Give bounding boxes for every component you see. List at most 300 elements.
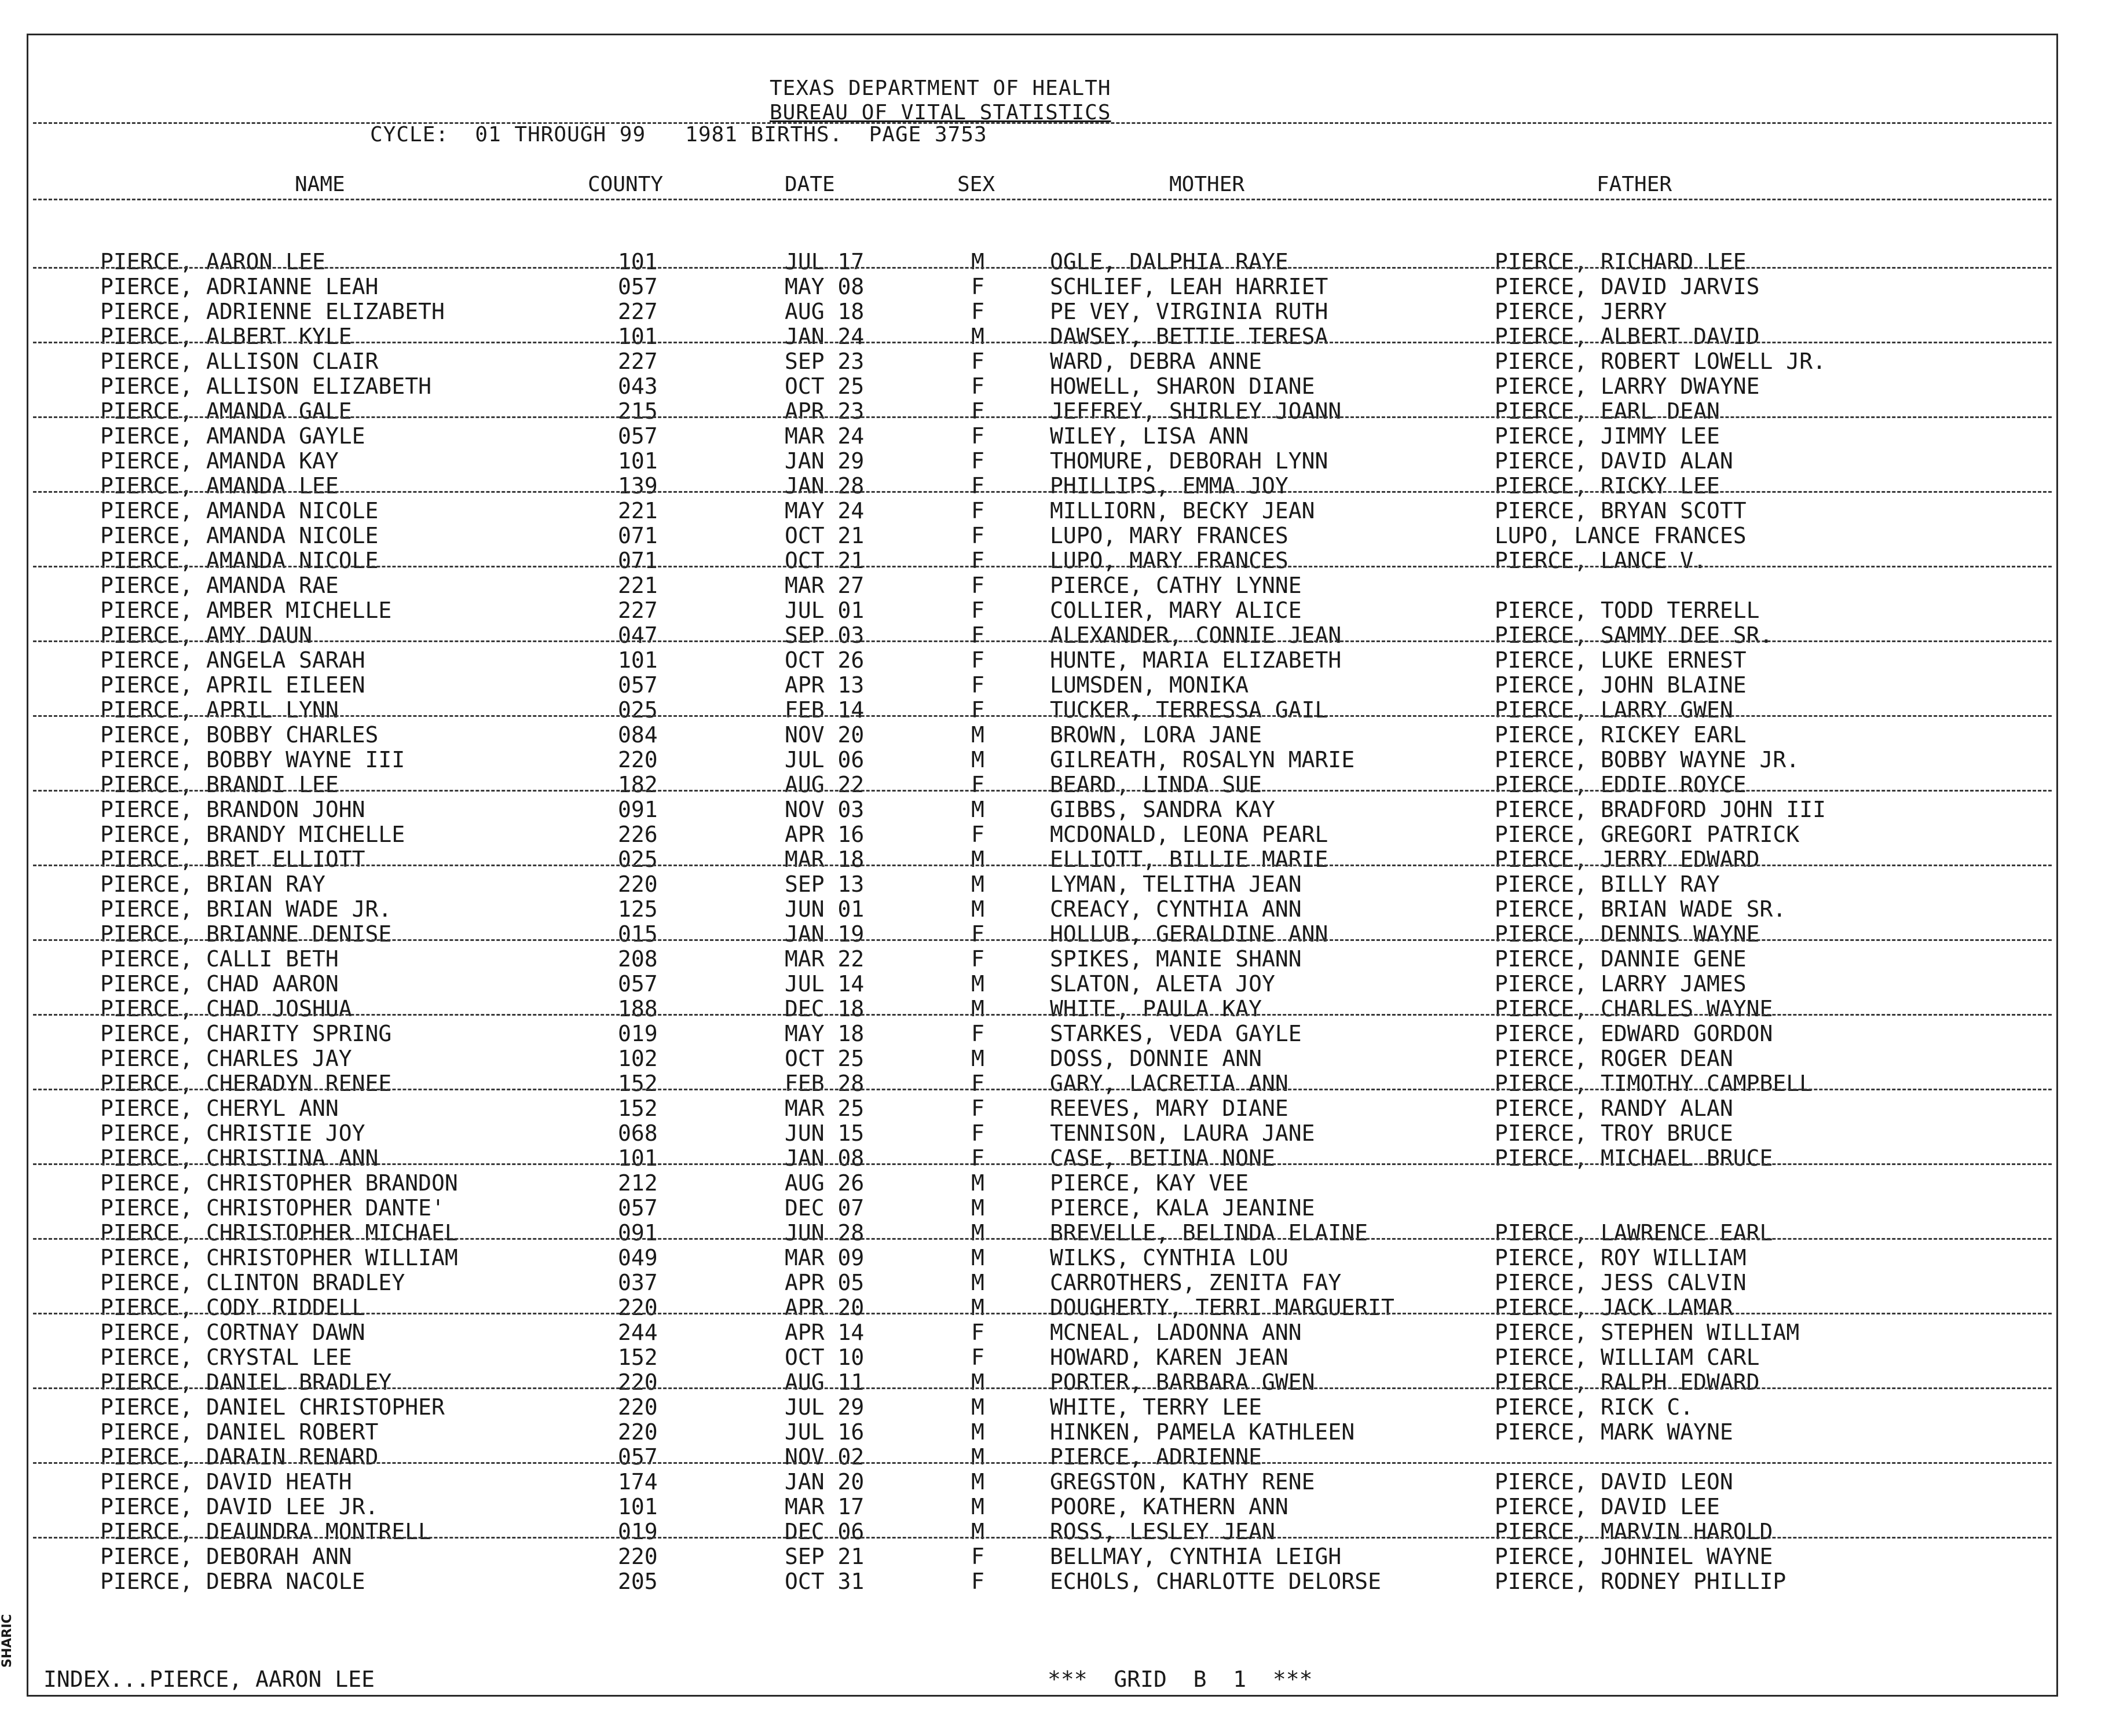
record-sex: F bbox=[971, 672, 984, 698]
table-row bbox=[28, 698, 2056, 723]
record-sex: F bbox=[971, 299, 984, 324]
table-row bbox=[28, 1171, 2056, 1196]
record-date: APR 20 bbox=[785, 1295, 865, 1320]
table-row bbox=[28, 1121, 2056, 1146]
record-sex: M bbox=[971, 1046, 984, 1071]
table-row bbox=[28, 1096, 2056, 1121]
record-father: PIERCE, BOBBY WAYNE JR. bbox=[1495, 747, 1800, 772]
record-name: PIERCE, CODY RIDDELL bbox=[100, 1295, 365, 1320]
record-county: 019 bbox=[618, 1519, 658, 1544]
record-county: 101 bbox=[618, 448, 658, 474]
record-father: PIERCE, LARRY DWAYNE bbox=[1495, 373, 1760, 399]
record-father: PIERCE, JERRY EDWARD bbox=[1495, 847, 1760, 872]
record-name: PIERCE, ANGELA SARAH bbox=[100, 647, 365, 673]
record-father: PIERCE, JIMMY LEE bbox=[1495, 423, 1720, 449]
record-father: PIERCE, RICK C. bbox=[1495, 1394, 1694, 1420]
record-sex: F bbox=[971, 473, 984, 499]
record-sex: F bbox=[971, 1544, 984, 1569]
footer-index: INDEX...PIERCE, AARON LEE bbox=[43, 1667, 375, 1692]
record-mother: CREACY, CYNTHIA ANN bbox=[1050, 896, 1302, 922]
table-row bbox=[28, 972, 2056, 997]
record-name: PIERCE, CHERYL ANN bbox=[100, 1096, 339, 1121]
record-date: JAN 20 bbox=[785, 1469, 865, 1495]
record-date: JAN 24 bbox=[785, 324, 865, 349]
record-mother: HOWARD, KAREN JEAN bbox=[1050, 1345, 1288, 1370]
record-date: JUN 15 bbox=[785, 1120, 865, 1146]
record-father: PIERCE, RALPH EDWARD bbox=[1495, 1369, 1760, 1395]
record-sex: F bbox=[971, 1145, 984, 1171]
record-father: PIERCE, CHARLES WAYNE bbox=[1495, 996, 1773, 1021]
record-county: 057 bbox=[618, 672, 658, 698]
row-group-rule bbox=[33, 1014, 2052, 1016]
record-county: 015 bbox=[618, 921, 658, 947]
record-name: PIERCE, DARAIN RENARD bbox=[100, 1444, 379, 1470]
record-name: PIERCE, BRIAN RAY bbox=[100, 871, 325, 897]
record-father: PIERCE, JOHN BLAINE bbox=[1495, 672, 1747, 698]
record-name: PIERCE, DEAUNDRA MONTRELL bbox=[100, 1519, 431, 1544]
row-group-rule bbox=[33, 1238, 2052, 1240]
row-group-rule bbox=[33, 342, 2052, 343]
record-sex: F bbox=[971, 772, 984, 797]
record-mother: TUCKER, TERRESSA GAIL bbox=[1050, 697, 1328, 723]
record-date: MAR 17 bbox=[785, 1494, 865, 1519]
record-father: PIERCE, EDWARD GORDON bbox=[1495, 1021, 1773, 1046]
record-father: PIERCE, DAVID LEON bbox=[1495, 1469, 1733, 1495]
footer-grid-label: *** GRID B 1 *** bbox=[1048, 1667, 1313, 1692]
record-name: PIERCE, ALBERT KYLE bbox=[100, 324, 352, 349]
record-county: 025 bbox=[618, 697, 658, 723]
record-father: LUPO, LANCE FRANCES bbox=[1495, 523, 1747, 548]
table-row bbox=[28, 723, 2056, 748]
record-sex: M bbox=[971, 1270, 984, 1295]
record-mother: SPIKES, MANIE SHANN bbox=[1050, 946, 1302, 972]
record-county: 057 bbox=[618, 1195, 658, 1221]
record-sex: F bbox=[971, 822, 984, 847]
row-group-rule bbox=[33, 416, 2052, 418]
column-header-father: FATHER bbox=[1597, 173, 1672, 196]
record-county: 049 bbox=[618, 1245, 658, 1270]
record-mother: GIBBS, SANDRA KAY bbox=[1050, 797, 1275, 822]
record-name: PIERCE, DAVID HEATH bbox=[100, 1469, 352, 1495]
row-group-rule bbox=[33, 715, 2052, 717]
table-row bbox=[28, 1295, 2056, 1320]
record-date: APR 23 bbox=[785, 398, 865, 424]
record-date: OCT 10 bbox=[785, 1345, 865, 1370]
record-name: PIERCE, ALLISON ELIZABETH bbox=[100, 373, 431, 399]
record-mother: MCNEAL, LADONNA ANN bbox=[1050, 1320, 1302, 1345]
table-row bbox=[28, 1246, 2056, 1270]
record-father: PIERCE, BRADFORD JOHN III bbox=[1495, 797, 1826, 822]
record-county: 047 bbox=[618, 622, 658, 648]
record-father: PIERCE, DENNIS WAYNE bbox=[1495, 921, 1760, 947]
table-row bbox=[28, 449, 2056, 474]
record-mother: SLATON, ALETA JOY bbox=[1050, 971, 1275, 997]
record-date: APR 05 bbox=[785, 1270, 865, 1295]
row-group-rule bbox=[33, 1163, 2052, 1165]
record-name: PIERCE, BRIANNE DENISE bbox=[100, 921, 392, 947]
record-name: PIERCE, AMANDA NICOLE bbox=[100, 498, 379, 523]
record-county: 071 bbox=[618, 548, 658, 573]
record-sex: F bbox=[971, 1569, 984, 1594]
record-name: PIERCE, DANIEL BRADLEY bbox=[100, 1369, 392, 1395]
record-date: OCT 26 bbox=[785, 647, 865, 673]
record-county: 125 bbox=[618, 896, 658, 922]
record-name: PIERCE, ADRIENNE ELIZABETH bbox=[100, 299, 445, 324]
table-row bbox=[28, 897, 2056, 922]
record-sex: M bbox=[971, 1394, 984, 1420]
record-mother: LYMAN, TELITHA JEAN bbox=[1050, 871, 1302, 897]
record-date: DEC 18 bbox=[785, 996, 865, 1021]
table-row bbox=[28, 1221, 2056, 1246]
record-name: PIERCE, AMBER MICHELLE bbox=[100, 598, 392, 623]
table-row bbox=[28, 1021, 2056, 1046]
record-date: MAY 24 bbox=[785, 498, 865, 523]
record-father: PIERCE, RODNEY PHILLIP bbox=[1495, 1569, 1786, 1594]
record-mother: WARD, DEBRA ANNE bbox=[1050, 349, 1262, 374]
record-sex: F bbox=[971, 647, 984, 673]
record-name: PIERCE, CHRISTIE JOY bbox=[100, 1120, 365, 1146]
record-mother: DAWSEY, BETTIE TERESA bbox=[1050, 324, 1328, 349]
record-father: PIERCE, LAWRENCE EARL bbox=[1495, 1220, 1773, 1246]
row-group-rule bbox=[33, 491, 2052, 493]
record-father: PIERCE, RICKY LEE bbox=[1495, 473, 1720, 499]
record-date: AUG 22 bbox=[785, 772, 865, 797]
record-father: PIERCE, DANNIE GENE bbox=[1495, 946, 1747, 972]
table-row bbox=[28, 1320, 2056, 1345]
record-name: PIERCE, CHRISTINA ANN bbox=[100, 1145, 379, 1171]
record-sex: F bbox=[971, 548, 984, 573]
record-name: PIERCE, CORTNAY DAWN bbox=[100, 1320, 365, 1345]
record-sex: M bbox=[971, 1469, 984, 1495]
record-mother: PIERCE, KAY VEE bbox=[1050, 1170, 1249, 1196]
record-mother: WILEY, LISA ANN bbox=[1050, 423, 1249, 449]
record-name: PIERCE, AARON LEE bbox=[100, 249, 325, 274]
record-date: OCT 25 bbox=[785, 373, 865, 399]
table-row bbox=[28, 1420, 2056, 1445]
record-county: 227 bbox=[618, 598, 658, 623]
side-stamp: SHARIC bbox=[0, 1614, 14, 1668]
record-date: JAN 28 bbox=[785, 473, 865, 499]
record-father: PIERCE, ALBERT DAVID bbox=[1495, 324, 1760, 349]
record-county: 152 bbox=[618, 1096, 658, 1121]
record-date: DEC 07 bbox=[785, 1195, 865, 1221]
record-name: PIERCE, CHARITY SPRING bbox=[100, 1021, 392, 1046]
record-father: PIERCE, DAVID ALAN bbox=[1495, 448, 1733, 474]
record-mother: HOLLUB, GERALDINE ANN bbox=[1050, 921, 1328, 947]
record-mother: HOWELL, SHARON DIANE bbox=[1050, 373, 1315, 399]
record-father: PIERCE, ROGER DEAN bbox=[1495, 1046, 1733, 1071]
record-date: MAY 08 bbox=[785, 274, 865, 299]
table-row bbox=[28, 474, 2056, 499]
record-mother: PHILLIPS, EMMA JOY bbox=[1050, 473, 1288, 499]
record-county: 208 bbox=[618, 946, 658, 972]
record-date: SEP 03 bbox=[785, 622, 865, 648]
table-row bbox=[28, 324, 2056, 349]
record-name: PIERCE, BRANDON JOHN bbox=[100, 797, 365, 822]
record-county: 101 bbox=[618, 647, 658, 673]
record-father: PIERCE, TODD TERRELL bbox=[1495, 598, 1760, 623]
table-row bbox=[28, 1544, 2056, 1569]
record-county: 152 bbox=[618, 1345, 658, 1370]
record-date: JUN 01 bbox=[785, 896, 865, 922]
table-row bbox=[28, 947, 2056, 972]
record-name: PIERCE, CALLI BETH bbox=[100, 946, 339, 972]
record-date: JUL 29 bbox=[785, 1394, 865, 1420]
record-father: PIERCE, DAVID LEE bbox=[1495, 1494, 1720, 1519]
record-name: PIERCE, CRYSTAL LEE bbox=[100, 1345, 352, 1370]
record-mother: BELLMAY, CYNTHIA LEIGH bbox=[1050, 1544, 1342, 1569]
table-row bbox=[28, 349, 2056, 374]
record-mother: WHITE, PAULA KAY bbox=[1050, 996, 1262, 1021]
record-name: PIERCE, CHAD AARON bbox=[100, 971, 339, 997]
column-header-county: COUNTY bbox=[588, 173, 664, 196]
record-sex: M bbox=[971, 896, 984, 922]
record-mother: BREVELLE, BELINDA ELAINE bbox=[1050, 1220, 1368, 1246]
record-sex: F bbox=[971, 423, 984, 449]
record-sex: F bbox=[971, 622, 984, 648]
record-name: PIERCE, AMY DAUN bbox=[100, 622, 313, 648]
record-county: 174 bbox=[618, 1469, 658, 1495]
document-frame bbox=[27, 34, 2058, 1697]
record-father: PIERCE, MARVIN HAROLD bbox=[1495, 1519, 1773, 1544]
record-date: SEP 21 bbox=[785, 1544, 865, 1569]
table-row bbox=[28, 1445, 2056, 1470]
record-county: 025 bbox=[618, 847, 658, 872]
table-row bbox=[28, 797, 2056, 822]
record-date: AUG 26 bbox=[785, 1170, 865, 1196]
table-row bbox=[28, 299, 2056, 324]
record-mother: ECHOLS, CHARLOTTE DELORSE bbox=[1050, 1569, 1381, 1594]
column-header-mother: MOTHER bbox=[1169, 173, 1245, 196]
record-mother: MCDONALD, LEONA PEARL bbox=[1050, 822, 1328, 847]
record-date: MAR 18 bbox=[785, 847, 865, 872]
record-county: 037 bbox=[618, 1270, 658, 1295]
record-name: PIERCE, BRANDI LEE bbox=[100, 772, 339, 797]
record-father: PIERCE, LANCE V. bbox=[1495, 548, 1707, 573]
record-sex: F bbox=[971, 1096, 984, 1121]
record-date: MAR 25 bbox=[785, 1096, 865, 1121]
record-county: 091 bbox=[618, 1220, 658, 1246]
record-name: PIERCE, CHAD JOSHUA bbox=[100, 996, 352, 1021]
record-sex: F bbox=[971, 946, 984, 972]
row-group-rule bbox=[33, 640, 2052, 642]
record-date: MAR 09 bbox=[785, 1245, 865, 1270]
record-mother: JEFFREY, SHIRLEY JOANN bbox=[1050, 398, 1342, 424]
record-sex: F bbox=[971, 398, 984, 424]
record-county: 057 bbox=[618, 423, 658, 449]
record-sex: F bbox=[971, 697, 984, 723]
record-date: FEB 28 bbox=[785, 1071, 865, 1096]
column-header-sex: SEX bbox=[957, 173, 995, 196]
column-header-rule bbox=[33, 199, 2052, 200]
record-county: 101 bbox=[618, 324, 658, 349]
table-row bbox=[28, 399, 2056, 424]
record-county: 019 bbox=[618, 1021, 658, 1046]
table-row bbox=[28, 772, 2056, 797]
record-father: PIERCE, JOHNIEL WAYNE bbox=[1495, 1544, 1773, 1569]
record-county: 220 bbox=[618, 1369, 658, 1395]
record-father: PIERCE, MARK WAYNE bbox=[1495, 1419, 1733, 1445]
table-row bbox=[28, 673, 2056, 698]
record-name: PIERCE, DEBORAH ANN bbox=[100, 1544, 352, 1569]
record-date: APR 16 bbox=[785, 822, 865, 847]
table-row bbox=[28, 274, 2056, 299]
record-sex: F bbox=[971, 1345, 984, 1370]
record-date: APR 14 bbox=[785, 1320, 865, 1345]
table-row bbox=[28, 872, 2056, 897]
column-header-date: DATE bbox=[785, 173, 835, 196]
record-sex: M bbox=[971, 1195, 984, 1221]
record-sex: M bbox=[971, 797, 984, 822]
header-agency: TEXAS DEPARTMENT OF HEALTH bbox=[770, 76, 1111, 100]
record-mother: CASE, BETINA NONE bbox=[1050, 1145, 1275, 1171]
record-name: PIERCE, ADRIANNE LEAH bbox=[100, 274, 379, 299]
table-row bbox=[28, 1495, 2056, 1519]
record-father: PIERCE, WILLIAM CARL bbox=[1495, 1345, 1760, 1370]
record-date: FEB 14 bbox=[785, 697, 865, 723]
record-county: 091 bbox=[618, 797, 658, 822]
record-date: OCT 21 bbox=[785, 523, 865, 548]
table-row bbox=[28, 424, 2056, 449]
header-rule bbox=[33, 122, 2052, 124]
record-sex: M bbox=[971, 1170, 984, 1196]
table-row bbox=[28, 250, 2056, 274]
record-father: PIERCE, JESS CALVIN bbox=[1495, 1270, 1747, 1295]
record-sex: M bbox=[971, 871, 984, 897]
record-sex: F bbox=[971, 1320, 984, 1345]
record-sex: F bbox=[971, 498, 984, 523]
record-county: 244 bbox=[618, 1320, 658, 1345]
record-date: OCT 31 bbox=[785, 1569, 865, 1594]
header-bureau: BUREAU OF VITAL STATISTICS bbox=[770, 101, 1111, 124]
record-mother: PIERCE, ADRIENNE bbox=[1050, 1444, 1262, 1470]
record-father: PIERCE, TIMOTHY CAMPBELL bbox=[1495, 1071, 1813, 1096]
record-father: PIERCE, ROBERT LOWELL JR. bbox=[1495, 349, 1826, 374]
record-mother: THOMURE, DEBORAH LYNN bbox=[1050, 448, 1328, 474]
record-father: PIERCE, JACK LAMAR bbox=[1495, 1295, 1733, 1320]
table-row bbox=[28, 648, 2056, 673]
record-name: PIERCE, AMANDA NICOLE bbox=[100, 548, 379, 573]
record-father: PIERCE, RANDY ALAN bbox=[1495, 1096, 1733, 1121]
record-mother: SCHLIEF, LEAH HARRIET bbox=[1050, 274, 1328, 299]
record-date: MAY 18 bbox=[785, 1021, 865, 1046]
record-county: 220 bbox=[618, 747, 658, 772]
record-mother: PE VEY, VIRGINIA RUTH bbox=[1050, 299, 1328, 324]
record-county: 221 bbox=[618, 498, 658, 523]
record-date: SEP 23 bbox=[785, 349, 865, 374]
record-name: PIERCE, CHERADYN RENEE bbox=[100, 1071, 392, 1096]
record-father: PIERCE, RICHARD LEE bbox=[1495, 249, 1747, 274]
record-name: PIERCE, AMANDA RAE bbox=[100, 573, 339, 598]
row-group-rule bbox=[33, 939, 2052, 941]
record-father: PIERCE, SAMMY DEE SR. bbox=[1495, 622, 1773, 648]
record-mother: ALEXANDER, CONNIE JEAN bbox=[1050, 622, 1342, 648]
record-father: PIERCE, JERRY bbox=[1495, 299, 1667, 324]
record-name: PIERCE, CHRISTOPHER MICHAEL bbox=[100, 1220, 458, 1246]
record-sex: M bbox=[971, 1519, 984, 1544]
record-sex: M bbox=[971, 1369, 984, 1395]
record-county: 102 bbox=[618, 1046, 658, 1071]
record-date: SEP 13 bbox=[785, 871, 865, 897]
record-sex: M bbox=[971, 1444, 984, 1470]
record-name: PIERCE, AMANDA GALE bbox=[100, 398, 352, 424]
record-date: JUL 14 bbox=[785, 971, 865, 997]
record-date: NOV 02 bbox=[785, 1444, 865, 1470]
record-name: PIERCE, CHRISTOPHER BRANDON bbox=[100, 1170, 458, 1196]
record-mother: REEVES, MARY DIANE bbox=[1050, 1096, 1288, 1121]
record-sex: F bbox=[971, 274, 984, 299]
record-date: JUL 01 bbox=[785, 598, 865, 623]
record-county: 043 bbox=[618, 373, 658, 399]
record-sex: F bbox=[971, 349, 984, 374]
record-father: PIERCE, MICHAEL BRUCE bbox=[1495, 1145, 1773, 1171]
record-county: 215 bbox=[618, 398, 658, 424]
record-county: 071 bbox=[618, 523, 658, 548]
row-group-rule bbox=[33, 1387, 2052, 1389]
record-mother: DOUGHERTY, TERRI MARGUERIT bbox=[1050, 1295, 1394, 1320]
record-mother: GREGSTON, KATHY RENE bbox=[1050, 1469, 1315, 1495]
record-county: 101 bbox=[618, 1494, 658, 1519]
record-date: JUN 28 bbox=[785, 1220, 865, 1246]
table-row bbox=[28, 1046, 2056, 1071]
record-date: DEC 06 bbox=[785, 1519, 865, 1544]
record-mother: COLLIER, MARY ALICE bbox=[1050, 598, 1302, 623]
record-sex: M bbox=[971, 971, 984, 997]
record-mother: PIERCE, KALA JEANINE bbox=[1050, 1195, 1315, 1221]
record-sex: M bbox=[971, 1419, 984, 1445]
table-row bbox=[28, 847, 2056, 872]
row-group-rule bbox=[33, 790, 2052, 792]
table-row bbox=[28, 573, 2056, 598]
table-row bbox=[28, 1395, 2056, 1420]
record-name: PIERCE, ALLISON CLAIR bbox=[100, 349, 379, 374]
table-row bbox=[28, 598, 2056, 623]
record-father: PIERCE, LARRY GWEN bbox=[1495, 697, 1733, 723]
table-row bbox=[28, 1569, 2056, 1594]
table-row bbox=[28, 523, 2056, 548]
record-father: PIERCE, RICKEY EARL bbox=[1495, 722, 1747, 748]
row-group-rule bbox=[33, 1462, 2052, 1464]
record-mother: HUNTE, MARIA ELIZABETH bbox=[1050, 647, 1342, 673]
record-name: PIERCE, APRIL EILEEN bbox=[100, 672, 365, 698]
record-sex: F bbox=[971, 1071, 984, 1096]
row-group-rule bbox=[33, 1313, 2052, 1314]
record-father: PIERCE, TROY BRUCE bbox=[1495, 1120, 1733, 1146]
record-name: PIERCE, CHARLES JAY bbox=[100, 1046, 352, 1071]
record-name: PIERCE, AMANDA NICOLE bbox=[100, 523, 379, 548]
record-county: 101 bbox=[618, 1145, 658, 1171]
record-name: PIERCE, AMANDA KAY bbox=[100, 448, 339, 474]
record-father: PIERCE, GREGORI PATRICK bbox=[1495, 822, 1800, 847]
record-date: AUG 11 bbox=[785, 1369, 865, 1395]
record-sex: F bbox=[971, 573, 984, 598]
record-date: JAN 08 bbox=[785, 1145, 865, 1171]
record-mother: DOSS, DONNIE ANN bbox=[1050, 1046, 1262, 1071]
record-date: JAN 19 bbox=[785, 921, 865, 947]
record-father: PIERCE, DAVID JARVIS bbox=[1495, 274, 1760, 299]
record-date: MAR 22 bbox=[785, 946, 865, 972]
record-name: PIERCE, AMANDA GAYLE bbox=[100, 423, 365, 449]
record-mother: LUPO, MARY FRANCES bbox=[1050, 523, 1288, 548]
record-sex: M bbox=[971, 1295, 984, 1320]
record-date: OCT 25 bbox=[785, 1046, 865, 1071]
record-mother: LUMSDEN, MONIKA bbox=[1050, 672, 1249, 698]
record-sex: F bbox=[971, 373, 984, 399]
record-county: 182 bbox=[618, 772, 658, 797]
record-date: JUL 17 bbox=[785, 249, 865, 274]
record-date: AUG 18 bbox=[785, 299, 865, 324]
table-row bbox=[28, 1071, 2056, 1096]
